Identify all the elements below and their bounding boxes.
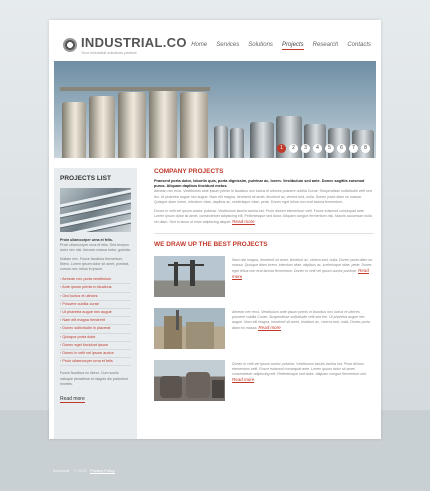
hero-banner (54, 61, 376, 158)
slider-dot[interactable]: 1 (277, 144, 286, 153)
tank-shape (212, 380, 224, 398)
project-read-more-link[interactable]: Read more (232, 377, 255, 383)
company-paragraph-text: Donec in velit vel ipsum auctor pulvinar. Vestibulum iaculis lacinia est. Proin dictum elementum velit. Fusce euismod consequat ante. Lorem ipsum dolor sit amet, consectetuer adipiscing elit. Pellentesque sed dolor. Aliquam congue fermentum nisl. Mauris accumsan nulla vel diam. Sed in lacus ut enim adipiscing aliquet. (154, 209, 372, 225)
slider-dot[interactable]: 4 (313, 144, 322, 153)
sidebar-links (60, 276, 131, 366)
silo-image (118, 92, 146, 158)
sidebar-link[interactable]: › Posuere cubilia curae (60, 301, 131, 309)
slider-dot[interactable]: 3 (301, 144, 310, 153)
sidebar-title: PROJECTS LIST (60, 175, 111, 182)
nav-contacts[interactable]: Contacts (347, 42, 371, 48)
project-item (154, 308, 374, 352)
nav-home[interactable]: Home (191, 42, 208, 48)
tank-shape (186, 372, 210, 398)
gear-logo-icon (63, 38, 77, 52)
silo-image (149, 90, 177, 158)
factory-building-shape (164, 316, 182, 349)
factory-image[interactable] (154, 308, 225, 349)
crane-image[interactable] (154, 256, 225, 297)
logo-name: INDUSTRIAL.CO (81, 35, 187, 50)
sidebar-text: Proin ullamcorper urna et felis. Sed tempus dolor nec nisi. Aenean massa tortor, gravida. (60, 243, 131, 253)
silo-image (89, 96, 115, 158)
footer-brand: Industrial (53, 468, 70, 473)
tanks-image[interactable] (154, 360, 225, 401)
sidebar-bottom-text: Fusce faucibus eu libero. Cum sociis natoque penatibus et magnis dis parturient montes. (60, 371, 128, 386)
crane-arm-shape (168, 264, 204, 266)
privacy-policy-link[interactable]: Privacy Policy (90, 468, 115, 473)
project-item (154, 256, 374, 300)
project-item-description: Aenean nec eros. Vestibulum ante ipsum primis in faucibus orci luctus et ultrices posuere cubilia Curae; Suspendisse sollicitudin velit sed leo. Ut pharetra augue nec augue. Nam elit magna, hendrerit sit amet, tincidunt ac, viverra sed, nulla. Donec porta diam eu massa. (232, 309, 370, 331)
slider-dot[interactable]: 2 (289, 144, 298, 153)
slider-dot[interactable]: 6 (337, 144, 346, 153)
nav-projects[interactable]: Projects (281, 42, 304, 48)
sidebar-read-more-link[interactable]: Read more (60, 396, 85, 403)
company-read-more-link[interactable]: Read more (232, 219, 255, 225)
nav-research[interactable]: Research (312, 42, 339, 48)
logo-tagline: Your industrial solutions partner (81, 50, 137, 55)
main-nav (191, 42, 371, 50)
slider-dot[interactable]: 8 (361, 144, 370, 153)
project-item-text (232, 310, 373, 332)
slider-dots (277, 144, 370, 153)
company-projects-heading: COMPANY PROJECTS (154, 168, 224, 175)
project-read-more-link[interactable]: Read more (232, 268, 369, 280)
section-divider (154, 233, 374, 234)
silo-image (62, 102, 86, 158)
sidebar-link[interactable]: › Donec eget tincidunt ipsum (60, 342, 131, 350)
project-item (154, 360, 374, 404)
tank-image (230, 128, 244, 158)
sidebar-link[interactable]: › Donec in velit vel ipsum auctor (60, 350, 131, 358)
sidebar-link[interactable]: › Orci luctus et ultrices (60, 293, 131, 301)
project-item-text (232, 258, 373, 281)
sidebar-link[interactable]: › Nam elit magna hendrerit (60, 317, 131, 325)
project-item-description: Nam nisi magna, hendrerit sit amet, tincidunt ac, viverra sed, nulla. Donec porta diam eu massa. Quisque diam lorem, interdum vitae, dapibus ac, scelerisque vitae, pede. Donec eget tellus non erat lacinia fermentum. Donec in velit vel ipsum auctor pulvinar. (232, 257, 373, 274)
sidebar-link[interactable]: › Quisque porta dolor (60, 334, 131, 342)
best-projects-heading: WE DRAW UP THE BEST PROJECTS (154, 240, 268, 248)
footer-copyright: © 2010 (73, 468, 87, 473)
nav-solutions[interactable]: Solutions (248, 42, 273, 48)
pipe-shape (60, 188, 131, 208)
sidebar-lead: Proin ullamcorper urna et felis. (60, 238, 113, 242)
slider-dot[interactable]: 7 (349, 144, 358, 153)
slider-dot[interactable]: 5 (325, 144, 334, 153)
tank-image (328, 128, 350, 158)
sidebar-text: Nullam nec. Fusce faucibus fermentum libero. Lorem ipsum dolor sit amet, predeat, cursus nec, tellus in ipsum. (60, 256, 130, 272)
project-read-more-link[interactable]: Read more (258, 325, 281, 331)
tank-image (214, 126, 228, 158)
nav-services[interactable]: Services (216, 42, 240, 48)
project-item-description: Donec in velit vel ipsum auctor pulvinar. Vestibulum iaculis lacinia est. Proin dictum elementum velit. Fusce euismod consequat ante. Lorem ipsum dolor sit amet, consectetuer adipiscing elit. Pellentesque sed dolor. Aliquam congue fermentum nisl. (232, 361, 367, 377)
company-paragraph (154, 209, 374, 226)
sidebar-link[interactable]: › Ante ipsum primis in faucibus (60, 284, 131, 292)
main-content (154, 168, 374, 412)
tank-image (250, 122, 274, 158)
tank-shape (160, 376, 182, 398)
project-item-text (232, 362, 373, 384)
sidebar-link[interactable]: › Aenean nec porta vestibulum (60, 276, 131, 284)
company-paragraph: Aenean nec eros. Vestibulum ante ipsum primis in faucibus orci luctus et ultrices posuere cubilia Curae; Suspendisse sollicitudin velit sed leo. Ut pharetra augue nec augue. Nam elit magna, hendrerit sit amet, tincidunt ac, viverra sed, nulla. Donec porta diam eu massa. Quisque diam lorem, interdum vitae, dapibus ac, scelerisque vitae, pede. Donec eget tellus non erat lacinia fermentum. (154, 189, 372, 204)
sidebar-link[interactable]: › Ut pharetra augue nec augue (60, 309, 131, 317)
factory-building-shape (186, 322, 214, 349)
page-container (49, 20, 381, 439)
silo-image (180, 92, 208, 158)
projects-sidebar (54, 168, 137, 439)
sidebar-link[interactable]: › Donec sollicitudin in placerat (60, 325, 131, 333)
footer (53, 468, 115, 473)
silo-roof (60, 87, 210, 91)
sidebar-link[interactable]: › Proin ullamcorper urna et felis (60, 358, 131, 366)
company-lead: Praesent porta dolor, lobortis quis, porta dignissim, pulvinar ac, lorem. Vestibulum sed ante. Donec sagittis euismod purus. Aliquam dapibus tincidunt metus. (154, 179, 365, 189)
chimney-shape (176, 310, 179, 330)
pipes-image (60, 188, 131, 232)
